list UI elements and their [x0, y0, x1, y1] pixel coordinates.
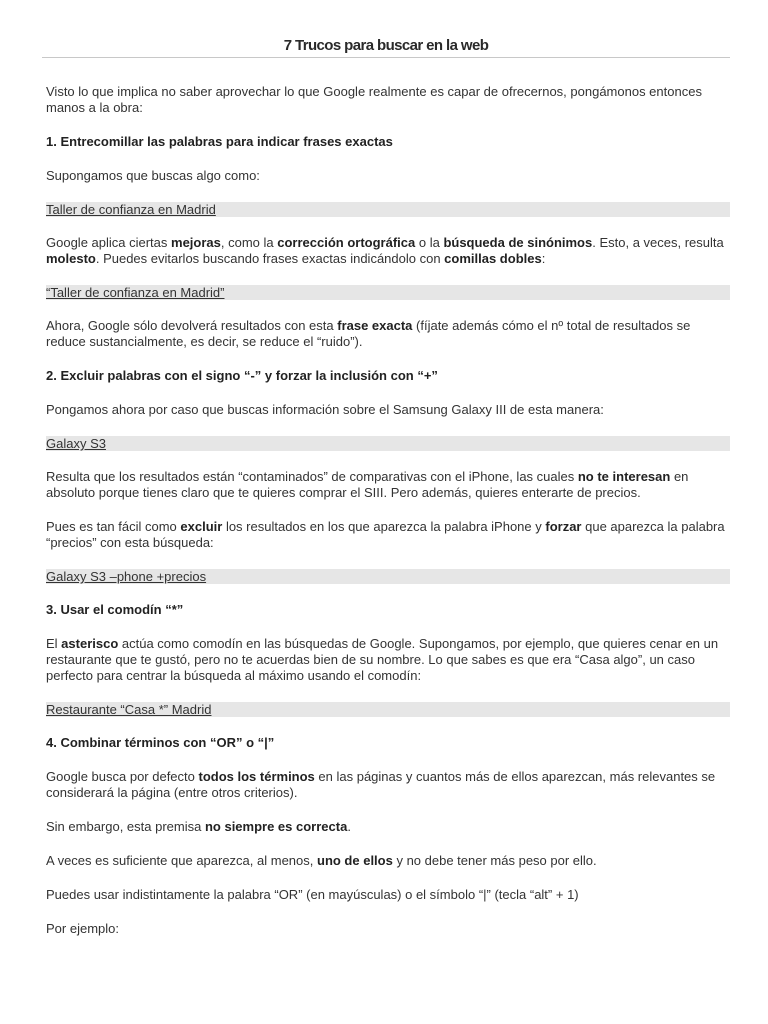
section-4-paragraph-5: Por ejemplo:	[46, 921, 119, 936]
section-4-paragraph-3: A veces es suficiente que aparezca, al menos, uno de ellos y no debe tener más peso por ello.	[46, 853, 597, 868]
section-1-paragraph-3: Ahora, Google sólo devolverá resultados con esta frase exacta (fíjate además cómo el nº total de resultados se reduce sustancialmente, es decir, se reduce el “ruido”).	[46, 318, 691, 349]
section-3-paragraph-1: El asterisco actúa como comodín en las búsquedas de Google. Supongamos, por ejemplo, que quieres cenar en un restaurante que te gustó, pero no te acuerdas bien de su nombre. Lo que sabes es que era “Casa algo”, un caso perfecto para centrar la búsqueda al máximo usando el comodín:	[46, 636, 719, 683]
section-2-heading: 2. Excluir palabras con el signo “-” y forzar la inclusión con “+”	[46, 368, 438, 383]
search-example-3: Galaxy S3	[46, 436, 730, 451]
section-2-paragraph-2: Resulta que los resultados están “contaminados” de comparativas con el iPhone, las cuales no te interesan en absoluto porque tienes claro que te quieres comprar el SIII. Pero además, quieres enterarte de precios.	[46, 469, 689, 500]
intro-paragraph: Visto lo que implica no saber aprovechar lo que Google realmente es capar de ofrecernos, pongámonos entonces manos a la obra:	[46, 84, 702, 115]
page-title: 7 Trucos para buscar en la web	[283, 37, 489, 54]
section-4-paragraph-1: Google busca por defecto todos los términos en las páginas y cuantos más de ellos aparezcan, más relevantes se considerará la página (entre otros criterios).	[46, 769, 716, 800]
search-example-1: Taller de confianza en Madrid	[46, 202, 730, 217]
section-1-paragraph-2: Google aplica ciertas mejoras, como la corrección ortográfica o la búsqueda de sinónimos. Esto, a veces, resulta molesto. Puedes evitarlos buscando frases exactas indicándolo con comillas dobles:	[46, 235, 724, 266]
section-1-heading: 1. Entrecomillar las palabras para indicar frases exactas	[46, 134, 393, 149]
section-4-heading: 4. Combinar términos con “OR” o “|”	[46, 735, 275, 750]
section-4-paragraph-2: Sin embargo, esta premisa no siempre es correcta.	[46, 819, 351, 834]
search-example-4: Galaxy S3 –phone +precios	[46, 569, 730, 584]
section-1-paragraph-1: Supongamos que buscas algo como:	[46, 168, 260, 183]
search-example-2: “Taller de confianza en Madrid”	[46, 285, 730, 300]
section-2-paragraph-1: Pongamos ahora por caso que buscas información sobre el Samsung Galaxy III de esta manera:	[46, 402, 604, 417]
document-body	[46, 84, 730, 937]
section-2-paragraph-3: Pues es tan fácil como excluir los resultados en los que aparezca la palabra iPhone y forzar que aparezca la palabra “precios” con esta búsqueda:	[46, 519, 725, 550]
section-4-paragraph-4: Puedes usar indistintamente la palabra “OR” (en mayúsculas) o el símbolo “|” (tecla “alt” + 1)	[46, 887, 579, 902]
title-bar	[42, 38, 730, 58]
search-example-5: Restaurante “Casa *” Madrid	[46, 702, 730, 717]
section-3-heading: 3. Usar el comodín “*”	[46, 602, 184, 617]
